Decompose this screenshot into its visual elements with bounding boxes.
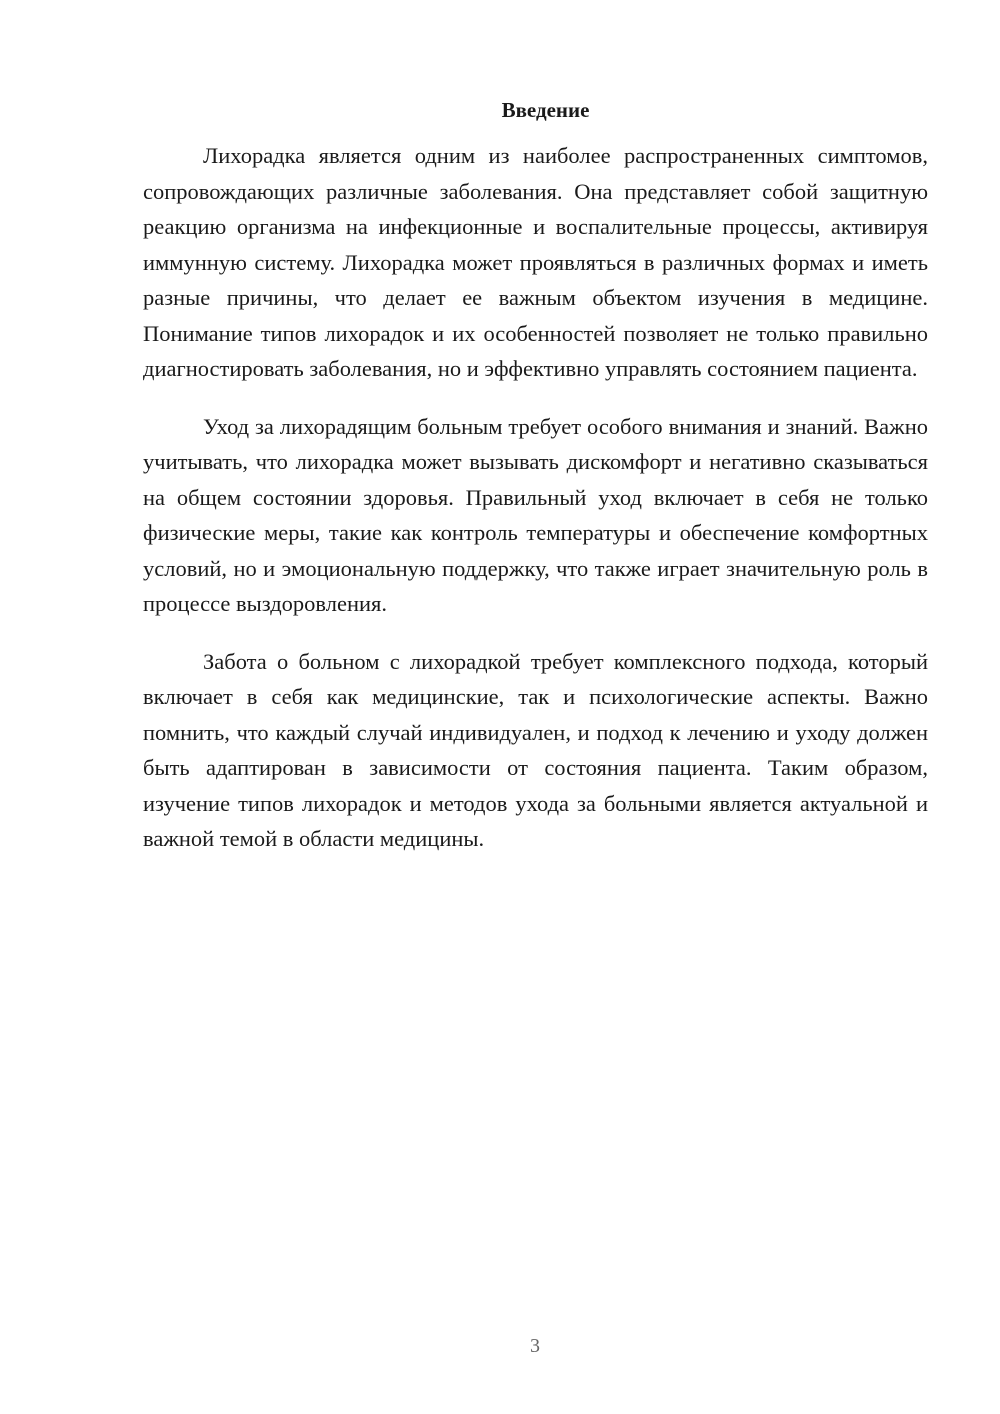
page-content	[143, 92, 928, 879]
section-heading: Введение	[501, 98, 590, 122]
page-number: 3	[530, 1335, 540, 1357]
paragraph-2: Уход за лихорадящим больным требует особого внимания и знаний. Важно учитывать, что лихорадка может вызывать дискомфорт и негативно сказываться на общем состоянии здоровья. Правильный уход включает в себя не только физические меры, такие как контроль температуры и обеспечение комфортных условий, но и эмоциональную поддержку, что также играет значительную роль в процессе выздоровления.	[143, 413, 928, 616]
paragraph-3: Забота о больном с лихорадкой требует комплексного подхода, который включает в себя как медицинские, так и психологические аспекты. Важно помнить, что каждый случай индивидуален, и подход к лечению и уходу должен быть адаптирован в зависимости от состояния пациента. Таким образом, изучение типов лихорадок и методов ухода за больными является актуальной и важной темой в области медицины.	[143, 648, 928, 851]
paragraph-1: Лихорадка является одним из наиболее распространенных симптомов, сопровождающих различные заболевания. Она представляет собой защитную реакцию организма на инфекционные и воспалительные процессы, активируя иммунную систему. Лихорадка может проявляться в различных формах и иметь разные причины, что делает ее важным объектом изучения в медицине. Понимание типов лихорадок и их особенностей позволяет не только правильно диагностировать заболевания, но и эффективно управлять состоянием пациента.	[143, 143, 928, 381]
